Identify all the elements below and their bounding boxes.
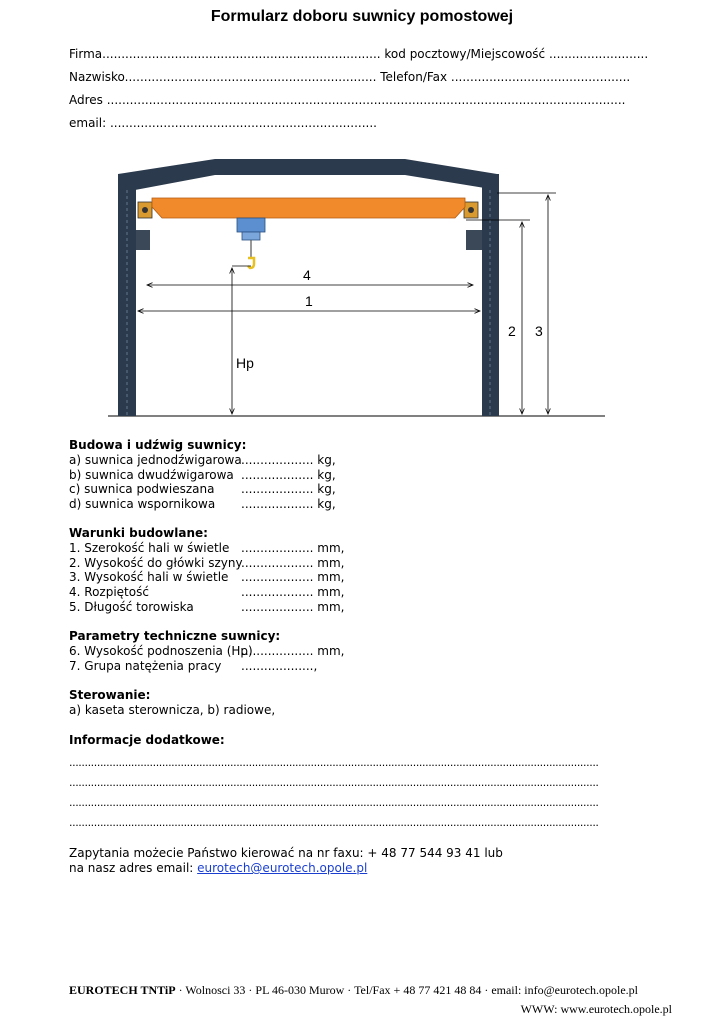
left-rail-bracket bbox=[136, 230, 150, 250]
contact-prefix: na nasz adres email: bbox=[69, 861, 198, 875]
contact-line: Zapytania możecie Państwo kierować na nr faxu: + 48 77 544 93 41 lub bbox=[69, 846, 503, 860]
input-field[interactable]: ................... mm, bbox=[241, 643, 345, 658]
input-field[interactable]: ................... mm, bbox=[241, 570, 345, 585]
form-row: c) suwnica podwieszana ................... kg, bbox=[69, 482, 336, 497]
section-building bbox=[69, 526, 344, 615]
contact-info bbox=[69, 846, 503, 876]
section-title: Parametry techniczne suwnicy: bbox=[69, 629, 281, 643]
form-row: d) suwnica wspornikowa ................... kg, bbox=[69, 497, 336, 512]
footer-address: EUROTECH TNTiP · Wolnosci 33 · PL 46-030 Murow · Tel/Fax + 48 77 421 48 84 · email: info@eurotech.opole.pl bbox=[69, 983, 638, 997]
input-field[interactable]: ................... kg, bbox=[241, 452, 336, 467]
section-title: Budowa i udźwig suwnicy: bbox=[69, 438, 247, 452]
input-field[interactable]: ................... kg, bbox=[241, 497, 336, 512]
form-row: 4. Rozpiętość ................... mm, bbox=[69, 585, 345, 600]
section-title: Warunki budowlane: bbox=[69, 526, 208, 540]
crane-girder bbox=[152, 198, 465, 218]
form-row: 3. Wysokość hali w świetle ................... mm, bbox=[69, 570, 345, 585]
info-line[interactable]: ........................................................................................................................................................................... bbox=[69, 816, 599, 829]
section-title: Sterowanie: bbox=[69, 688, 151, 702]
info-line[interactable]: ........................................................................................................................................................................... bbox=[69, 796, 599, 809]
company-postal-field[interactable]: Firma......................................................................... kod pocztowy/Miejscowość .......................... bbox=[69, 47, 649, 61]
input-field[interactable]: ................... kg, bbox=[241, 467, 336, 482]
form-row: 1. Szerokość hali w świetle ................... mm, bbox=[69, 540, 345, 555]
info-line[interactable]: ........................................................................................................................................................................... bbox=[69, 756, 599, 769]
email-link[interactable]: eurotech@eurotech.opole.pl bbox=[197, 861, 368, 875]
input-field[interactable]: ................... mm, bbox=[241, 555, 345, 570]
section-additional-info bbox=[69, 733, 225, 748]
label-4: 4 bbox=[303, 267, 311, 283]
footer-www[interactable]: WWW: www.eurotech.opole.pl bbox=[520, 1002, 672, 1016]
input-field[interactable]: ................... mm, bbox=[241, 540, 345, 555]
section-parameters bbox=[69, 629, 344, 673]
form-row: 2. Wysokość do główki szyny................... mm, bbox=[69, 555, 345, 570]
section-control bbox=[69, 688, 275, 718]
page-title: Formularz doboru suwnicy pomostowej bbox=[210, 8, 514, 25]
hook bbox=[248, 258, 254, 268]
form-row: b) suwnica dwudźwigarowa ................... kg, bbox=[69, 467, 336, 482]
input-field[interactable]: ..................., bbox=[241, 658, 318, 673]
right-column bbox=[482, 174, 499, 416]
section-construction bbox=[69, 438, 336, 512]
info-line[interactable]: ........................................................................................................................................................................... bbox=[69, 776, 599, 789]
input-field[interactable]: ................... mm, bbox=[241, 599, 345, 614]
email-field[interactable]: email: ...................................................................... bbox=[69, 116, 377, 130]
address-field[interactable]: Adres ........................................................................................................................................ bbox=[69, 93, 626, 107]
roof-frame bbox=[118, 159, 497, 190]
label-3: 3 bbox=[535, 323, 543, 339]
name-phone-field[interactable]: Nazwisko.................................................................. Telefon/Fax ............................................... bbox=[69, 70, 631, 84]
form-row: 6. Wysokość podnoszenia (Hp)................... mm, bbox=[69, 643, 345, 658]
company-name: EUROTECH TNTiP bbox=[69, 983, 176, 997]
right-rail-bracket bbox=[466, 230, 482, 250]
crane-diagram bbox=[0, 150, 724, 430]
section-title: Informacje dodatkowe: bbox=[69, 733, 225, 747]
label-hp: Hp bbox=[236, 355, 254, 371]
form-row: 5. Długość torowiska ................... mm, bbox=[69, 599, 345, 614]
input-field[interactable]: ................... mm, bbox=[241, 585, 345, 600]
label-1: 1 bbox=[305, 293, 313, 309]
hoist bbox=[237, 218, 265, 232]
input-field[interactable]: ................... kg, bbox=[241, 482, 336, 497]
control-options[interactable]: a) kaseta sterownicza, b) radiowe, bbox=[69, 702, 276, 717]
form-row: 7. Grupa natężenia pracy ..................., bbox=[69, 658, 318, 673]
label-2: 2 bbox=[508, 323, 516, 339]
form-row: a) suwnica jednodźwigarowa................... kg, bbox=[69, 452, 336, 467]
